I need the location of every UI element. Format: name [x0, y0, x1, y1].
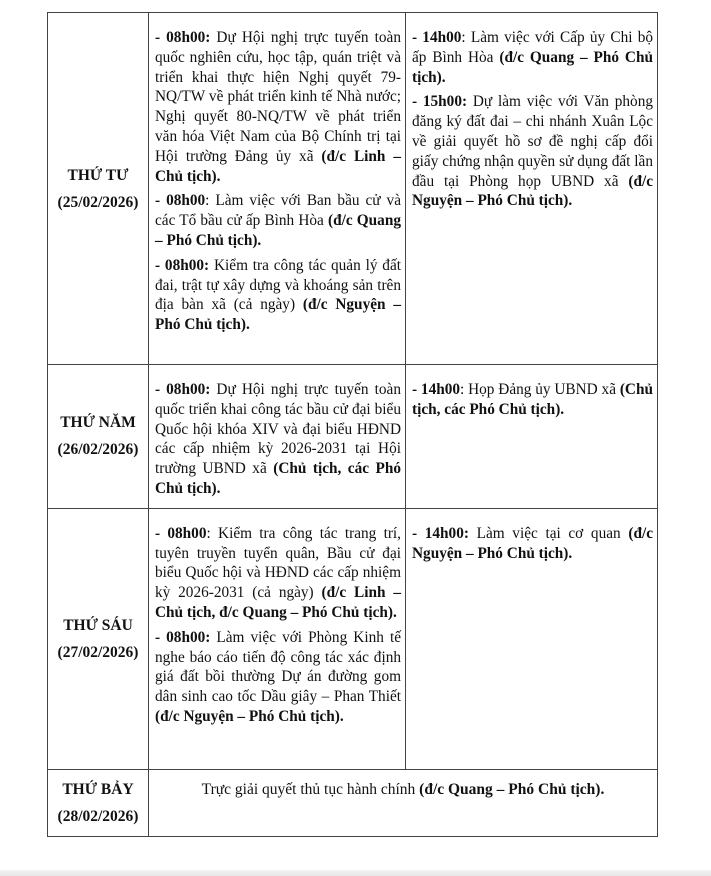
morning-cell — [149, 13, 406, 365]
item-text: : Làm việc với Cấp ủy Chi bộ ấp Bình Hòa — [412, 29, 653, 66]
schedule-row-saturday — [48, 769, 658, 836]
item-assignee: (Chủ tịch, các Phó Chủ tịch). — [412, 381, 653, 418]
schedule-row-thursday — [48, 365, 658, 509]
item-time: - 14h00 — [412, 381, 461, 398]
schedule-item — [155, 191, 401, 250]
day-date: (26/02/2026) — [57, 441, 139, 459]
schedule-item — [155, 524, 401, 623]
schedule-row-wednesday — [48, 13, 658, 365]
afternoon-cell — [406, 13, 658, 365]
item-assignee: (đ/c Quang – Phó Chủ tịch). — [412, 48, 653, 86]
schedule-item — [155, 28, 401, 186]
item-text: Kiểm tra công tác quản lý đất đai, trật tự xây dựng và khoáng sản trên địa bàn xã (cả ngày) — [155, 256, 401, 314]
item-assignee: (đ/c Quang – Phó Chủ tịch). — [155, 212, 401, 249]
afternoon-cell — [406, 365, 658, 509]
schedule-item — [412, 524, 653, 564]
schedule-item — [412, 92, 653, 211]
full-day-text: Trực giải quyết thủ tục hành chính — [201, 780, 420, 798]
day-name: THỨ NĂM — [60, 414, 136, 432]
item-text: Làm việc với Phòng Kinh tế nghe báo cáo tiến độ công tác xác định giá đất bồi thường Dự án đường gom dân sinh cao tốc Dầu giây – Phan Thiết — [155, 628, 401, 706]
item-time: - 08h00: — [155, 628, 211, 646]
day-cell — [48, 508, 149, 769]
day-date: (25/02/2026) — [57, 193, 139, 211]
schedule-item — [412, 28, 653, 87]
item-time: - 08h00: — [155, 29, 211, 46]
page-bottom-shadow — [0, 870, 711, 876]
day-name: THỨ BẢY — [62, 780, 134, 798]
day-cell — [48, 769, 149, 836]
day-date: (28/02/2026) — [57, 807, 139, 825]
item-assignee: (Chủ tịch, các Phó Chủ tịch). — [155, 460, 402, 497]
item-text: Làm việc tại cơ quan — [468, 524, 629, 542]
item-time: - 15h00: — [412, 93, 468, 111]
item-assignee: (đ/c Nguyện – Phó Chủ tịch). — [412, 524, 653, 562]
full-day-assignee: (đ/c Quang – Phó Chủ tịch). — [419, 780, 605, 798]
day-name: THỨ TƯ — [67, 166, 129, 184]
item-assignee: (đ/c Nguyện – Phó Chủ tịch). — [155, 296, 401, 334]
item-assignee: (đ/c Linh – Chủ tịch). — [155, 147, 401, 185]
item-time: - 08h00 — [155, 192, 206, 210]
item-text: Dự Hội nghị trực tuyến toàn quốc triển khai công tác bầu cử đại biểu Quốc hội khóa XIV và đại biểu HĐND các cấp nhiệm kỳ 2026-2031 tại Hội trường UBND xã — [155, 381, 401, 478]
day-name: THỨ SÁU — [63, 616, 133, 634]
item-time: - 14h00: — [412, 524, 469, 542]
day-cell — [48, 365, 149, 509]
item-time: - 08h00 — [155, 524, 207, 542]
item-text: Dự làm việc với Văn phòng đăng ký đất đai – chi nhánh Xuân Lộc về giải quyết hồ sơ đề nghị cấp đổi giấy chứng nhận quyền sử dụng đất lần đầu tại Phòng họp UBND xã — [412, 93, 653, 190]
schedule-item — [412, 380, 653, 420]
schedule-row-friday — [48, 508, 658, 769]
item-time: - 14h00 — [412, 29, 462, 46]
schedule-item — [155, 628, 401, 727]
afternoon-cell — [406, 508, 658, 769]
item-assignee: (đ/c Linh – Chủ tịch, đ/c Quang – Phó Chủ tịch). — [155, 584, 401, 621]
item-time: - 08h00: — [155, 256, 210, 274]
item-time: - 08h00: — [155, 381, 211, 398]
full-day-cell — [149, 769, 658, 836]
weekly-schedule-table — [47, 12, 658, 837]
item-text: : Họp Đảng ủy UBND xã — [460, 381, 620, 398]
item-assignee: (đ/c Nguyện – Phó Chủ tịch). — [412, 172, 653, 210]
morning-cell — [149, 508, 406, 769]
schedule-item — [155, 256, 401, 335]
day-cell — [48, 13, 149, 365]
item-text: Dự Hội nghị trực tuyến toàn quốc nghiên cứu, học tập, quán triệt và triển khai thực hiện Nghị quyết 79-NQ/TW về phát triển kinh tế Nhà nước; Nghị quyết 80-NQ/TW về phát triển văn hóa Việt Nam của Bộ Chính trị tại Hội trường Đảng ủy xã — [155, 29, 401, 165]
schedule-item — [155, 380, 401, 499]
item-text: : Làm việc với Ban bầu cử và các Tổ bầu cử ấp Bình Hòa — [155, 192, 401, 230]
item-text: : Kiểm tra công tác trang trí, tuyên truyền tuyển quân, Bầu cử đại biểu Quốc hội và HĐND các cấp nhiệm kỳ 2026-2031 (cả ngày) — [155, 524, 401, 602]
day-date: (27/02/2026) — [57, 643, 139, 661]
morning-cell — [149, 365, 406, 509]
item-assignee: (đ/c Nguyện – Phó Chủ tịch). — [155, 707, 344, 725]
